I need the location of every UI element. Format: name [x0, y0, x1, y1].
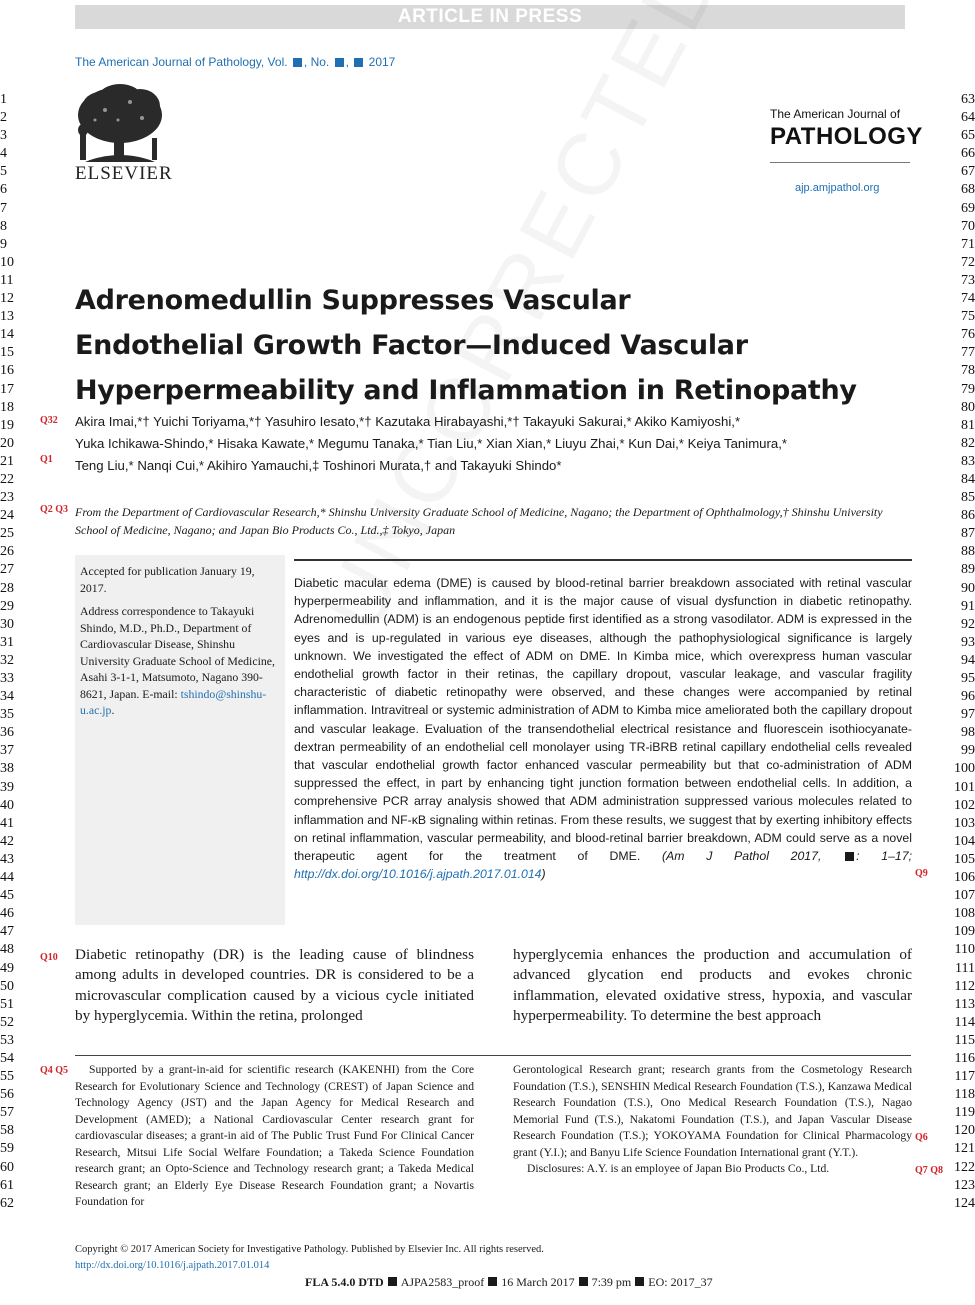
article-info-sidebar [75, 555, 285, 925]
line-number: 4 [0, 146, 7, 162]
footer-date: 16 March 2017 [501, 1275, 575, 1289]
query-marker-q1[interactable]: Q1 [40, 454, 53, 465]
line-number: 54 [0, 1050, 14, 1066]
correspondence-email-end: . [111, 703, 115, 717]
correspondence-address [80, 603, 280, 719]
line-number: 16 [0, 363, 14, 379]
line-number: 87 [961, 526, 975, 542]
line-number: 36 [0, 725, 14, 741]
line-number: 35 [0, 707, 14, 723]
line-number: 116 [954, 1050, 975, 1066]
abstract [294, 574, 912, 883]
disclosures: Disclosures: A.Y. is an employee of Japan Bio Products Co., Ltd. [527, 1162, 830, 1175]
abstract-top-rule [294, 559, 912, 561]
line-number: 64 [961, 110, 975, 126]
line-number: 119 [954, 1105, 975, 1121]
line-number: 113 [954, 996, 975, 1012]
abstract-doi-link[interactable]: http://dx.doi.org/10.1016/j.ajpath.2017.01.014 [294, 867, 542, 882]
line-number: 112 [954, 978, 975, 994]
line-number: 58 [0, 1123, 14, 1139]
line-number: 96 [961, 689, 975, 705]
line-number: 60 [0, 1159, 14, 1175]
line-number: 122 [954, 1159, 975, 1175]
query-marker-q2-q3[interactable]: Q2 Q3 [40, 504, 69, 515]
line-number: 70 [961, 218, 975, 234]
line-number: 25 [0, 526, 14, 542]
line-numbers-left [0, 91, 16, 1213]
line-number: 40 [0, 797, 14, 813]
accepted-date: Accepted for publication January 19, 2017. [80, 564, 255, 595]
line-number: 52 [0, 1014, 14, 1030]
line-number: 65 [961, 128, 975, 144]
elsevier-wordmark: ELSEVIER [75, 163, 173, 184]
line-number: 21 [0, 453, 14, 469]
copyright-block [75, 1242, 544, 1274]
line-number: 71 [961, 236, 975, 252]
funding-footnote-continued: Gerontological Research grant; research grants from the Cosmetology Research Foundation (T.S.), SENSHIN Medical Research Foundation (T.S.), Kanzawa Medical Research Foundation (T.S.), Ono Medical Research Foundation (T.S.), Nagao Memorial Fund (T.S.), Nakatomi Foundation (T.S.), and Japan Vascular Disease Research Foundation (T.S.); YOKOYAMA Foundation for Clinical Pharmacology grant (Y.I.); and Banyu Life Science Foundation International grant (Y.T.). [513, 1063, 912, 1159]
line-number: 85 [961, 490, 975, 506]
line-number: 63 [961, 92, 975, 107]
line-number: 41 [0, 815, 14, 831]
line-numbers-right [952, 91, 975, 1213]
line-number: 74 [961, 291, 975, 307]
line-number: 100 [954, 761, 975, 777]
line-number: 109 [954, 924, 975, 940]
line-number: 48 [0, 942, 14, 958]
line-number: 39 [0, 779, 14, 795]
line-number: 44 [0, 870, 14, 886]
line-number: 84 [961, 471, 975, 487]
line-number: 17 [0, 381, 14, 397]
citation-end: ) [541, 867, 546, 882]
line-number: 11 [0, 272, 14, 288]
article-title [75, 278, 855, 413]
title-line: Endothelial Growth Factor—Induced Vascular [75, 330, 748, 361]
line-number: 18 [0, 399, 14, 415]
proof-footer [305, 1275, 713, 1290]
body-text-left-column: Diabetic retinopathy (DR) is the leading cause of blindness among adults in developed countries. DR is considered to be a microvascular complication caused by a vicious cycle initiated by hyperglycemia. Within the retina, prolonged [75, 946, 474, 1024]
line-number: 10 [0, 254, 14, 270]
line-number: 29 [0, 598, 14, 614]
line-number: 69 [961, 200, 975, 216]
line-number: 47 [0, 924, 14, 940]
line-number: 101 [954, 779, 975, 795]
author-line: Akira Imai,*† Yuichi Toriyama,*† Yasuhiro Iesato,*† Kazutaka Hirabayashi,*† Takayuki Sakurai,* Akiko Kamiyoshi,* [75, 414, 741, 429]
line-number: 115 [954, 1032, 975, 1048]
line-number: 13 [0, 309, 14, 325]
line-number: 83 [961, 453, 975, 469]
line-number: 42 [0, 833, 14, 849]
query-marker-q6[interactable]: Q6 [915, 1132, 928, 1143]
line-number: 88 [961, 544, 975, 560]
query-marker-q32[interactable]: Q32 [40, 415, 58, 426]
line-number: 86 [961, 508, 975, 524]
line-number: 118 [954, 1087, 975, 1103]
line-number: 111 [955, 960, 975, 976]
line-number: 7 [0, 200, 7, 216]
line-number: 43 [0, 851, 14, 867]
line-number: 103 [954, 815, 975, 831]
body-text-right-column: hyperglycemia enhances the production and accumulation of advanced glycation end products and evokes chronic inflammation, elevated oxidative stress, hypoxia, and vascular hyperpermeability. To determine the best approach [513, 946, 912, 1024]
footer-square-icon [488, 1277, 497, 1286]
line-number: 28 [0, 580, 14, 596]
author-line: Yuka Ichikawa-Shindo,* Hisaka Kawate,* Megumu Tanaka,* Tian Liu,* Xian Xian,* Liuyu Zhai,* Kun Dai,* Keiya Tanimura,* [75, 436, 788, 451]
line-number: 5 [0, 164, 7, 180]
line-number: 32 [0, 652, 14, 668]
line-number: 76 [961, 327, 975, 343]
line-number: 3 [0, 128, 7, 144]
line-number: 106 [954, 870, 975, 886]
journal-ref-year: 2017 [368, 55, 396, 69]
journal-ref-sep: , [345, 55, 349, 69]
footer-square-icon [579, 1277, 588, 1286]
line-number: 79 [961, 381, 975, 397]
article-in-press-banner: ARTICLE IN PRESS [75, 5, 905, 29]
line-number: 104 [954, 833, 975, 849]
footer-square-icon [635, 1277, 644, 1286]
line-number: 117 [954, 1069, 975, 1085]
journal-ref-no: , No. [303, 55, 330, 69]
line-number: 72 [961, 254, 975, 270]
line-number: 37 [0, 743, 14, 759]
line-number: 107 [954, 888, 975, 904]
line-number: 121 [954, 1141, 975, 1157]
line-number: 22 [0, 471, 14, 487]
line-number: 82 [961, 435, 975, 451]
line-number: 19 [0, 417, 14, 433]
line-number: 1 [0, 92, 7, 107]
line-number: 81 [961, 417, 975, 433]
line-number: 30 [0, 616, 14, 632]
journal-brand [770, 107, 923, 151]
line-number: 34 [0, 689, 14, 705]
line-number: 124 [954, 1195, 975, 1211]
line-number: 38 [0, 761, 14, 777]
journal-brand-line2: PATHOLOGY [770, 123, 923, 150]
line-number: 93 [961, 634, 975, 650]
line-number: 59 [0, 1141, 14, 1157]
line-number: 91 [961, 598, 975, 614]
journal-ref-prefix: The American Journal of Pathology, Vol. [75, 55, 288, 69]
line-number: 57 [0, 1105, 14, 1121]
footer-eo: EO: 2017_37 [648, 1275, 713, 1289]
line-number: 15 [0, 345, 14, 361]
journal-brand-line1: The American Journal of [770, 107, 901, 121]
line-number: 92 [961, 616, 975, 632]
footer-square-icon [388, 1277, 397, 1286]
line-number: 67 [961, 164, 975, 180]
query-marker-q9[interactable]: Q9 [915, 868, 928, 879]
line-number: 55 [0, 1069, 14, 1085]
placeholder-square-icon [335, 58, 344, 67]
line-number: 120 [954, 1123, 975, 1139]
footer-fla: FLA 5.4.0 DTD [305, 1275, 384, 1289]
line-number: 68 [961, 182, 975, 198]
query-marker-q7-q8[interactable]: Q7 Q8 [915, 1165, 944, 1176]
abstract-text: Diabetic macular edema (DME) is caused by blood-retinal barrier breakdown associated with retinal vascular hyperpermeability and inflammation, and it is the major cause of visual dysfunction in diabetic retinopathy. Adrenomedullin (ADM) is an endogenous peptide first identified as a strong vasodilator. ADM is expressed in the eyes and is up-regulated in various eye diseases, although the pathophysiological significance is largely unknown. We investigated the effect of ADM on DME. In Kimba mice, which overexpress human vascular endothelial growth factor in their retinas, the capillary dropout, vascular leakage, and vascular fragility characteristic of diabetic retinopathy were observed, and these changes were accompanied by retinal inflammation. Intravitreal or systemic administration of ADM to Kimba mice ameliorated both the capillary dropout and vascular leakage. Evaluation of the transendothelial electrical resistance and fluorescein isothiocyanate-dextran permeability of an endothelial cell monolayer using TR-iBRB retinal capillary endothelial cells revealed that vascular endothelial growth factor enhanced vascular permeability but that co-administration of ADM suppressed the effect, in part by enhancing tight junction formation between endothelial cells. In addition, a comprehensive PCR array analysis showed that ADM administration suppressed various molecules related to inflammation and NF-κB signaling within retinas. From these results, we suggest that by exerting inhibitory effects on retinal inflammation, vascular permeability, and blood-retinal barrier breakdown, ADM could serve as a novel therapeutic agent for the treatment of DME. [294, 576, 912, 864]
line-number: 20 [0, 435, 14, 451]
line-number: 95 [961, 671, 975, 686]
line-number: 98 [961, 725, 975, 741]
author-list [75, 411, 915, 477]
line-number: 73 [961, 272, 975, 288]
line-number: 12 [0, 291, 14, 307]
line-number: 123 [954, 1177, 975, 1193]
line-number: 14 [0, 327, 14, 343]
line-number: 62 [0, 1195, 14, 1211]
query-marker-q10[interactable]: Q10 [40, 952, 58, 963]
author-line: Teng Liu,* Nanqi Cui,* Akihiro Yamauchi,‡ Toshinori Murata,† and Takayuki Shindo* [75, 458, 562, 473]
line-number: 110 [954, 942, 975, 958]
journal-brand-divider [770, 162, 910, 163]
copyright-line: Copyright © 2017 American Society for Investigative Pathology. Published by Elsevier Inc. All rights reserved. [75, 1244, 544, 1255]
line-number: 49 [0, 960, 14, 976]
line-number: 105 [954, 851, 975, 867]
line-number: 90 [961, 580, 975, 596]
journal-reference [75, 55, 395, 69]
line-number: 78 [961, 363, 975, 379]
footer-time: 7:39 pm [591, 1275, 632, 1289]
funding-footnote-left: Supported by a grant-in-aid for scientific research (KAKENHI) from the Core Research for Evolutionary Science and Technology (CREST) of Japan Science and Technology Agency (JST) and the Japan Agency for Medical Research and Development (AMED); a National Cardiovascular Center research grant for cardiovascular diseases; a grant-in aid of The Public Trust Fund For Clinical Cancer Research, Mitsui Life Social Welfare Foundation; a Takeda Science Foundation research grant; an Opto-Science and Technology research grant; a Takeda Medical Research grant; an Elderly Eye Disease Research Foundation grant; a Novartis Foundation for [75, 1063, 474, 1208]
funding-footnote-right [513, 1062, 912, 1178]
line-number: 75 [961, 309, 975, 325]
line-number: 99 [961, 743, 975, 759]
line-number: 51 [0, 996, 14, 1012]
line-number: 26 [0, 544, 14, 560]
citation-prefix: (Am J Pathol 2017, [661, 849, 822, 864]
line-number: 97 [961, 707, 975, 723]
query-marker-q4-q5[interactable]: Q4 Q5 [40, 1065, 69, 1076]
affiliations: From the Department of Cardiovascular Research,* Shinshu University Graduate School of Medicine, Nagano; the Department of Ophthalmology,† Shinshu University School of Medicine, Nagano; and Japan Bio Products Co., Ltd.,‡ Tokyo, Japan [75, 505, 883, 537]
line-number: 50 [0, 978, 14, 994]
line-number: 77 [961, 345, 975, 361]
placeholder-square-icon [845, 852, 854, 861]
line-number: 89 [961, 562, 975, 578]
correspondence-email-link[interactable]: tshindo@shinshu-u.ac.jp [80, 686, 267, 717]
journal-url-link[interactable]: ajp.amjpathol.org [795, 182, 880, 194]
placeholder-square-icon [293, 58, 302, 67]
line-number: 45 [0, 888, 14, 904]
line-number: 102 [954, 797, 975, 813]
line-number: 23 [0, 490, 14, 506]
line-number: 46 [0, 906, 14, 922]
footnote-rule [75, 1055, 911, 1056]
line-number: 53 [0, 1032, 14, 1048]
line-number: 27 [0, 562, 14, 578]
title-line: Hyperpermeability and Inflammation in Retinopathy [75, 375, 857, 406]
line-number: 56 [0, 1087, 14, 1103]
line-number: 61 [0, 1177, 14, 1193]
placeholder-square-icon [354, 58, 363, 67]
line-number: 24 [0, 508, 14, 524]
line-number: 33 [0, 671, 14, 686]
correspondence-text: Address correspondence to Takayuki Shindo, M.D., Ph.D., Department of Cardiovascular Disease, Shinshu University Graduate School of Medicine, Asahi 3-1-1, Matsumoto, Nagano 390-8621, Japan. E-mail: [80, 604, 275, 701]
line-number: 114 [954, 1014, 975, 1030]
title-line: Adrenomedullin Suppresses Vascular [75, 285, 631, 316]
line-number: 108 [954, 906, 975, 922]
line-number: 66 [961, 146, 975, 162]
line-number: 6 [0, 182, 7, 198]
copyright-doi-link[interactable]: http://dx.doi.org/10.1016/j.ajpath.2017.01.014 [75, 1260, 270, 1271]
line-number: 8 [0, 218, 7, 234]
line-number: 2 [0, 110, 7, 126]
citation-suffix: : 1–17; [856, 849, 913, 864]
line-number: 9 [0, 236, 7, 252]
footer-proof: AJPA2583_proof [400, 1275, 485, 1289]
line-number: 80 [961, 399, 975, 415]
line-number: 31 [0, 634, 14, 650]
line-number: 94 [961, 652, 975, 668]
